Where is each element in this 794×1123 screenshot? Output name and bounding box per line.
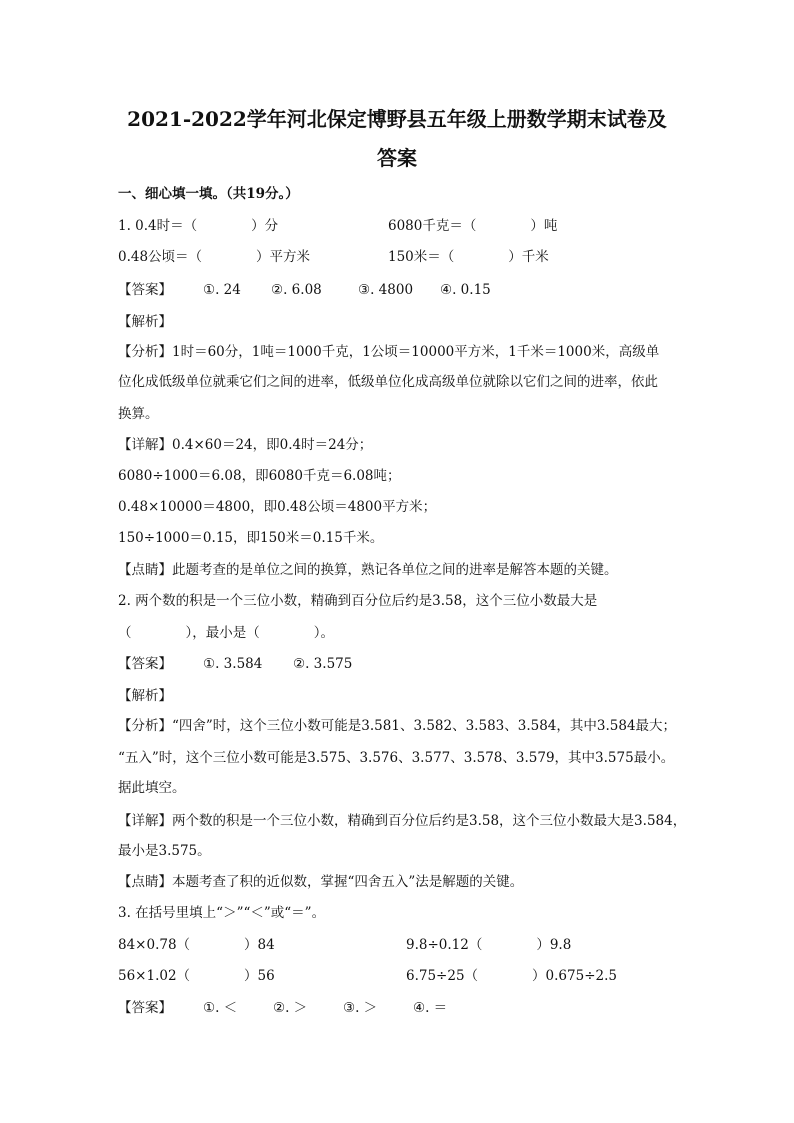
q1-item-kg: 6080千克＝（ ）吨: [388, 218, 558, 234]
answer-label: 【答案】: [118, 656, 172, 672]
q1-jiexi: 【解析】: [118, 314, 172, 330]
q3-answer-4: ④. ＝: [413, 1000, 448, 1016]
q1-xiangjie-3: 0.48×10000＝4800，即0.48公顷＝4800平方米；: [118, 499, 437, 515]
q3-item-3: 56×1.02（ ）56: [118, 968, 275, 984]
q1-answer-1: ①. 24: [203, 282, 241, 298]
q3-item-4: 6.75÷25（ ）0.675÷2.5: [406, 968, 617, 984]
q2-answer-2: ②. 3.575: [293, 656, 353, 672]
q2-fenxi-3: 据此填空。: [118, 780, 186, 796]
answer-label: 【答案】: [118, 282, 172, 298]
q3-item-2: 9.8÷0.12（ ）9.8: [406, 937, 572, 953]
q2-stem-1: 2. 两个数的积是一个三位小数，精确到百分位后约是3.58，这个三位小数最大是: [118, 593, 598, 609]
q2-fenxi-1: 【分析】“四舍”时，这个三位小数可能是3.581、3.582、3.583、3.584，其中3.584最大；: [118, 718, 677, 734]
answer-label: 【答案】: [118, 1000, 172, 1016]
q2-xiangjie-2: 最小是3.575。: [118, 843, 211, 859]
q2-jiexi: 【解析】: [118, 688, 172, 704]
q1-item-hours: 1. 0.4时＝（ ）分: [118, 218, 279, 234]
section-heading: 一、细心填一填。（共19分。）: [118, 186, 299, 202]
q1-fenxi-2: 位化成低级单位就乘它们之间的进率，低级单位化成高级单位就除以它们之间的进率，依此: [118, 374, 658, 390]
q1-xiangjie-4: 150÷1000＝0.15，即150米＝0.15千米。: [118, 530, 384, 546]
q1-xiangjie-1: 【详解】0.4×60＝24，即0.4时＝24分；: [118, 437, 373, 453]
q2-stem-2: （ ），最小是（ ）。: [118, 625, 334, 641]
title-line-2: 答案: [377, 146, 417, 170]
q3-answer-2: ②. ＞: [273, 1000, 308, 1016]
title-line-1: 2021-2022学年河北保定博野县五年级上册数学期末试卷及: [127, 107, 667, 131]
q1-dianjing: 【点睛】此题考查的是单位之间的换算，熟记各单位之间的进率是解答本题的关键。: [118, 562, 618, 578]
q1-answer-4: ④. 0.15: [440, 282, 491, 298]
q3-answer-1: ①. ＜: [203, 1000, 238, 1016]
q2-xiangjie-1: 【详解】两个数的积是一个三位小数，精确到百分位后约是3.58，这个三位小数最大是3.584，: [118, 813, 687, 829]
q2-dianjing: 【点睛】本题考查了积的近似数，掌握“四舍五入”法是解题的关键。: [118, 874, 524, 890]
q3-item-1: 84×0.78（ ）84: [118, 937, 275, 953]
q1-item-hectare: 0.48公顷＝（ ）平方米: [118, 249, 311, 265]
q3-stem: 3. 在括号里填上“＞”“＜”或“＝”。: [118, 905, 326, 921]
q1-item-meter: 150米＝（ ）千米: [388, 249, 549, 265]
q1-fenxi-3: 换算。: [118, 406, 159, 422]
q1-answer-3: ③. 4800: [358, 282, 414, 298]
q1-xiangjie-2: 6080÷1000＝6.08，即6080千克＝6.08吨；: [118, 468, 401, 484]
q1-answer-2: ②. 6.08: [271, 282, 322, 298]
q3-answer-3: ③. ＞: [343, 1000, 378, 1016]
q2-fenxi-2: “五入”时，这个三位小数可能是3.575、3.576、3.577、3.578、3.579，其中3.575最小。: [118, 750, 675, 766]
q1-fenxi-1: 【分析】1时＝60分，1吨＝1000千克，1公顷＝10000平方米，1千米＝1000米，高级单: [118, 344, 660, 360]
q2-answer-1: ①. 3.584: [203, 656, 263, 672]
